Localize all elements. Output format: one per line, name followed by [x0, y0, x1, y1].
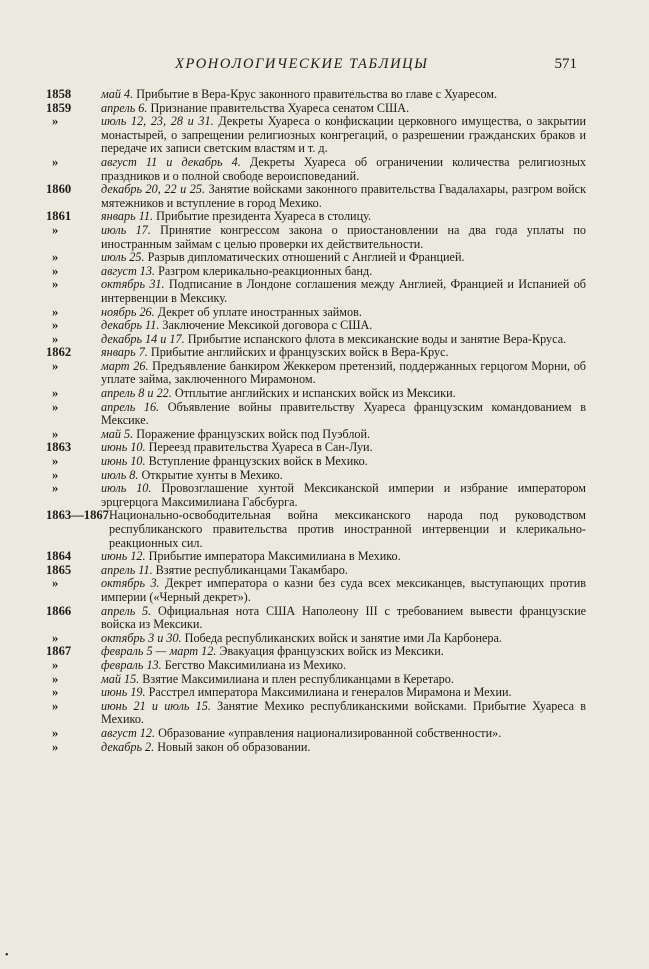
entry-date: декабрь 14 и 17. [101, 331, 185, 346]
entry-description: Прибытие испанского флота в мексиканские воды и занятие Вера-Круса. [184, 331, 567, 346]
entry-date: апрель 8 и 22. [101, 386, 172, 401]
chronology-entry [46, 102, 586, 116]
chronology-entry [46, 428, 586, 442]
entry-text [101, 469, 586, 483]
entry-year: 1859 [46, 100, 72, 115]
entry-text [101, 455, 586, 469]
entry-date: май 15. [101, 671, 140, 686]
entry-description: Разрыв дипломатических отношений с Англией и Францией. [144, 250, 465, 265]
entry-description: Прибытие президента Хуареса в столицу. [153, 209, 372, 224]
entry-year: 1864 [46, 549, 72, 564]
entry-year: » [52, 426, 59, 441]
entry-description: Подписание в Лондоне соглашения между Англией, Францией и Испанией об интервенции в Мексику. [101, 277, 586, 305]
entry-date: ноябрь 26. [101, 304, 155, 319]
entry-year: 1862 [46, 345, 72, 360]
entry-text [101, 278, 586, 305]
entry-description: Переезд правительства Хуареса в Сан-Луи. [145, 440, 373, 455]
entry-description: Занятие войсками законного правительства Гвадалахары, разгром войск мятежников и вступление в город Мехико. [101, 182, 586, 210]
entry-text [101, 210, 586, 224]
entry-year: » [52, 725, 59, 740]
entry-text [101, 632, 586, 646]
entry-year: » [52, 154, 59, 169]
entry-text [101, 727, 586, 741]
entry-year: » [52, 331, 59, 346]
entry-text [109, 509, 586, 550]
entry-description: Провозглашение хунтой Мексиканской империи и избрание императором эрцгерцога Максимилиана Габсбурга. [101, 481, 586, 509]
entry-year: » [52, 481, 59, 496]
entry-description: Декрет императора о казни без суда всех мексиканцев, выступающих против империи («Черный декрет»). [101, 576, 586, 604]
entry-description: Прибытие в Вера-Крус законного правительства во главе с Хуаресом. [133, 87, 498, 101]
entry-date: июнь 10. [101, 440, 146, 455]
chronology-entry [46, 686, 586, 700]
entry-text [101, 673, 586, 687]
chronology-entry [46, 509, 586, 550]
entry-text [101, 183, 586, 210]
entry-text [101, 686, 586, 700]
entry-year: 1860 [46, 182, 72, 197]
entry-text [101, 102, 586, 116]
entry-date: февраль 5 — март 12. [101, 644, 217, 659]
entry-text [101, 482, 586, 509]
entry-date: январь 7. [101, 345, 148, 360]
entry-year: » [52, 263, 59, 278]
chronology-entry [46, 251, 586, 265]
entry-year: » [52, 222, 59, 237]
chronology-entry [46, 577, 586, 604]
entry-description: Эвакуация французских войск из Мексики. [216, 644, 444, 659]
entry-year: » [52, 386, 59, 401]
entry-year: » [52, 454, 59, 469]
entry-date: октябрь 3 и 30. [101, 630, 182, 645]
chronology-entry [46, 346, 586, 360]
entry-description: Поражение французских войск под Пуэблой. [133, 426, 371, 441]
chronology-entry [46, 455, 586, 469]
entry-year: » [52, 576, 59, 591]
entry-description: Принятие конгрессом закона о приостановлении на два года уплаты по иностранным займам с целью проверки их действительности. [101, 222, 587, 251]
chronology-entry [46, 387, 586, 401]
entry-text [101, 659, 586, 673]
entry-text [101, 577, 586, 604]
entry-text [101, 441, 586, 455]
entry-date: август 11 и декабрь 4. [101, 154, 241, 169]
entry-description: Признание правительства Хуареса сенатом США. [147, 100, 410, 115]
chronology-entry [46, 482, 586, 509]
entry-date: август 13. [101, 263, 156, 278]
entry-text [101, 360, 586, 387]
entry-description: Объявление войны правительству Хуареса французским командованием в Мексике. [101, 399, 586, 428]
entry-text [101, 387, 586, 401]
entry-year: » [52, 399, 59, 414]
entry-description: Декреты Хуареса об ограничении количества религиозных праздников и о полной свободе вероисповеданий. [101, 154, 586, 183]
chronology-entry [46, 156, 586, 183]
entry-description: Занятие Мехико республиканскими войсками. Прибытие Хуареса в Мехико. [101, 698, 586, 727]
entry-description: Образование «управления национализированной собственности». [155, 725, 502, 740]
entry-year: 1867 [46, 644, 72, 659]
margin-dot: • [5, 950, 9, 961]
entry-description: Декрет об уплате иностранных займов. [154, 304, 362, 319]
entry-text [101, 319, 586, 333]
page-number: 571 [554, 56, 577, 72]
chronology-entry [46, 659, 586, 673]
entry-date: апрель 11. [101, 562, 153, 577]
entry-year: » [52, 318, 59, 333]
entry-year: 1863—1867 [46, 508, 109, 523]
entry-description: Открытие хунты в Мехико. [138, 467, 283, 482]
entry-date: июль 12, 23, 28 и 31. [101, 114, 214, 129]
entry-date: май 5. [101, 426, 134, 441]
entry-date: январь 11. [101, 209, 154, 224]
entry-year: » [52, 250, 59, 265]
chronology-entry [46, 306, 586, 320]
entry-description: Национально-освободительная война мексиканского народа под руководством республиканского правительства против иностранной интервенции и клерикально-реакционных сил. [108, 508, 586, 550]
entry-year: » [52, 277, 59, 292]
entry-text [101, 564, 586, 578]
entry-year: » [52, 358, 59, 373]
chronology-entry [46, 564, 586, 578]
chronology-entry [46, 88, 586, 102]
entry-date: октябрь 31. [101, 277, 165, 292]
entry-date: август 12. [101, 725, 156, 740]
entry-year: 1866 [46, 603, 72, 618]
entry-year: 1861 [46, 209, 72, 224]
entry-year: 1863 [46, 440, 72, 455]
entry-date: июль 8. [101, 467, 139, 482]
entry-date: апрель 16. [101, 399, 160, 414]
entry-year: » [52, 739, 59, 754]
entry-description: Прибытие императора Максимилиана в Мехико. [145, 549, 401, 564]
chronology-entry [46, 632, 586, 646]
entry-description: Вступление французских войск в Мехико. [145, 454, 368, 469]
entry-date: июль 25. [101, 250, 145, 265]
page-header [175, 56, 595, 76]
entry-date: апрель 6. [101, 100, 148, 115]
chronology-entry [46, 605, 586, 632]
entry-description: Декреты Хуареса о конфискации церковного имущества, о закрытии монастырей, о запрещении религиозных конгрегаций, о разрешении гражданских браков и передаче их записи светским властям и т. д. [101, 114, 586, 156]
entry-text [101, 115, 586, 156]
entry-year: » [52, 698, 59, 713]
entry-description: Расстрел императора Максимилиана и генералов Мирамона и Мехии. [145, 685, 512, 700]
entry-text [101, 156, 586, 183]
chronology-entry [46, 183, 586, 210]
entry-text [101, 224, 586, 251]
running-title: ХРОНОЛОГИЧЕСКИЕ ТАБЛИЦЫ [175, 56, 429, 72]
entry-text [101, 401, 586, 428]
entry-date: июнь 12. [101, 549, 146, 564]
chronology-entry [46, 360, 586, 387]
chronology-entry [46, 441, 586, 455]
chronology-entry [46, 333, 586, 347]
entry-text [101, 306, 586, 320]
chronology-entry [46, 700, 586, 727]
entry-date: июль 10. [101, 481, 152, 496]
entry-text [101, 251, 586, 265]
entry-description: Взятие Максимилиана и плен республиканцами в Керетаро. [139, 671, 454, 686]
entry-description: Отплытие английских и испанских войск из Мексики. [171, 386, 456, 401]
entry-text [101, 265, 586, 279]
chronology-entry [46, 401, 586, 428]
entry-description: Взятие республиканцами Такамбаро. [152, 562, 348, 577]
entry-date: июнь 21 и июль 15. [101, 698, 211, 713]
entry-date: апрель 5. [101, 603, 152, 618]
entry-description: Прибытие английских и французских войск в Вера-Крус. [147, 345, 449, 360]
entry-text [101, 333, 586, 347]
entry-year: » [52, 114, 59, 129]
chronology-entry [46, 210, 586, 224]
entry-text [101, 700, 586, 727]
entry-date: май 4. [101, 87, 134, 101]
entry-year: » [52, 467, 59, 482]
entry-year: » [52, 671, 59, 686]
entry-year: » [52, 657, 59, 672]
chronology-entry [46, 319, 586, 333]
entry-date: декабрь 2. [101, 739, 155, 754]
entry-date: февраль 13. [101, 657, 162, 672]
entry-text [101, 605, 586, 632]
entry-description: Разгром клерикально-реакционных банд. [155, 263, 373, 278]
entry-text [101, 346, 586, 360]
entry-text [101, 741, 586, 755]
chronology-entry [46, 265, 586, 279]
chronology-entry [46, 550, 586, 564]
chronology-entry [46, 645, 586, 659]
chronology-entries [46, 88, 586, 754]
chronology-entry [46, 727, 586, 741]
entry-text [101, 550, 586, 564]
entry-date: декабрь 20, 22 и 25. [101, 182, 206, 197]
entry-year: » [52, 685, 59, 700]
entry-year: 1858 [46, 87, 72, 101]
chronology-entry [46, 673, 586, 687]
entry-description: Новый закон об образовании. [154, 739, 311, 754]
entry-year: » [52, 304, 59, 319]
entry-text [101, 428, 586, 442]
entry-text [101, 645, 586, 659]
entry-date: июнь 19. [101, 685, 146, 700]
chronology-entry [46, 224, 586, 251]
entry-date: июнь 10. [101, 454, 146, 469]
entry-date: октябрь 3. [101, 576, 160, 591]
chronology-entry [46, 741, 586, 755]
entry-description: Победа республиканских войск и занятие ими Ла Карбонера. [181, 630, 502, 645]
entry-year: » [52, 630, 59, 645]
entry-description: Бегство Максимилиана из Мехико. [161, 657, 347, 672]
chronology-entry [46, 115, 586, 156]
entry-description: Предъявление банкиром Жеккером претензий, поддержанных герцогом Морни, об уплате займа, заключенного Мирамоном. [101, 358, 587, 387]
entry-date: июль 17. [101, 222, 151, 237]
chronology-entry [46, 469, 586, 483]
entry-description: Заключение Мексикой договора с США. [159, 318, 373, 333]
entry-description: Официальная нота США Наполеону III с требованием вывести французские войска из Мексики. [101, 603, 586, 632]
entry-text [101, 88, 586, 102]
entry-year: 1865 [46, 562, 72, 577]
entry-date: декабрь 11. [101, 318, 160, 333]
chronology-entry [46, 278, 586, 305]
entry-date: март 26. [101, 358, 149, 373]
